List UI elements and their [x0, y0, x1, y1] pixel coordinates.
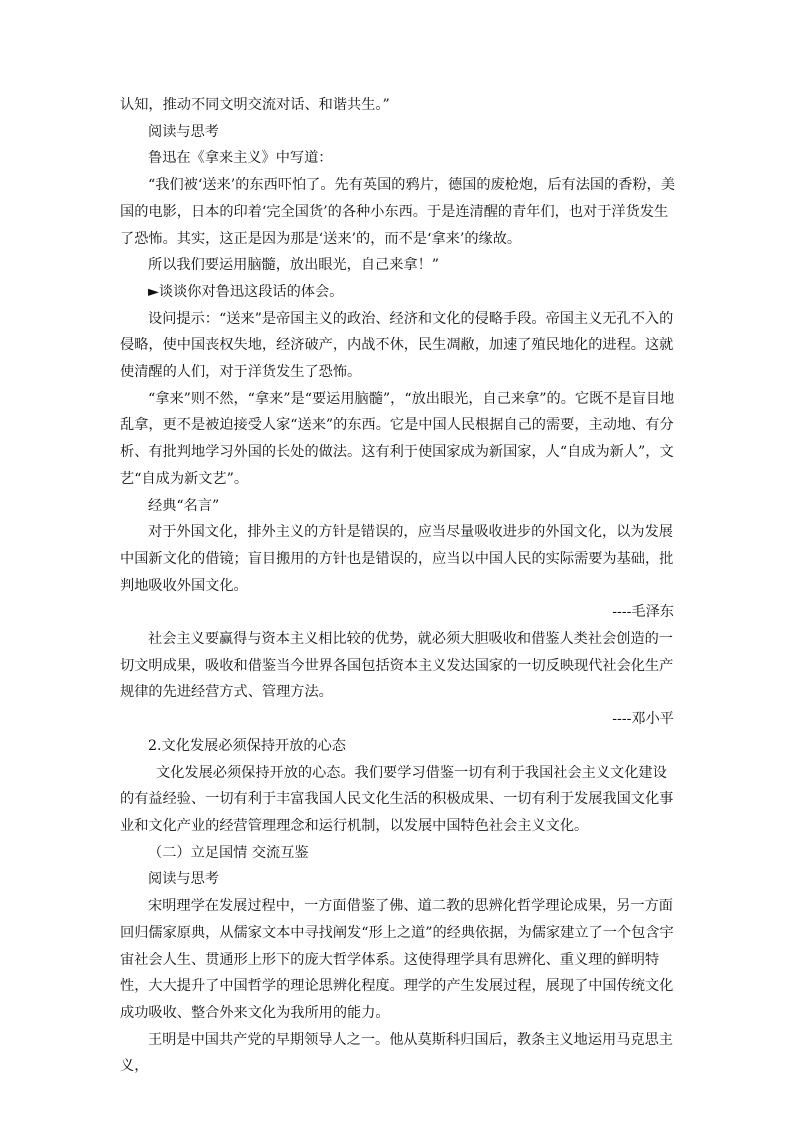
paragraph-wangming: 王明是中国共产党的早期领导人之一。他从莫斯科归国后，教条主义地运用马克思主义， [120, 1031, 673, 1075]
question-prompt: ►谈谈你对鲁迅这段话的体会。 [148, 283, 344, 300]
document-body [120, 92, 680, 1080]
paragraph-continuation: 认知，推动不同文明交流对话、和谐共生。” [120, 97, 390, 113]
section-label-quotes: 经典“名言” [148, 497, 220, 514]
section-label-reading-2: 阅读与思考 [148, 871, 219, 888]
quote-luxun-end: 所以我们要运用脑髓，放出眼光，自己来拿！” [148, 257, 440, 274]
paragraph-neo-confucianism: 宋明理学在发展过程中，一方面借鉴了佛、道二教的思辨化哲学理论成果，另一方面回归儒家原典，从儒家文本中寻找阐发“形上之道”的经典依据，为儒家建立了一个包含宇宙社会人生、贯通形上形下的庞大哲学体系。这使得理学具有思辨化、重义理的鲜明特性，大大提升了中国哲学的理论思辨化程度。理学的产生发展过程，展现了中国传统文化成功吸收、整合外来文化为我所用的能力。 [120, 898, 674, 1021]
section-label-reading: 阅读与思考 [148, 123, 219, 140]
paragraph-intro-luxun: 鲁迅在《拿来主义》中写道： [148, 150, 333, 167]
subheading-open-attitude: 2.文化发展必须保持开放的心态 [148, 737, 346, 754]
quote-luxun: “我们被‘送来’的东西吓怕了。先有英国的鸦片，德国的废枪炮，后有法国的香粉，美国的电影，日本的印着‘完全国货’的各种小东西。于是连清醒的青年们，也对于洋货发生了恐怖。其实，这正是因为那是‘送来’的，而不是‘拿来’的缘故。 [120, 177, 676, 247]
signature-mao: ----毛泽东 [612, 604, 674, 621]
quote-deng: 社会主义要赢得与资本主义相比较的优势，就必须大胆吸收和借鉴人类社会创造的一切文明成果，吸收和借鉴当今世界各国包括资本主义发达国家的一切反映现代社会化生产规律的先进经营方式、管理方法。 [120, 631, 674, 701]
hint-paragraph: 设问提示：“送来”是帝国主义的政治、经济和文化的侵略手段。帝国主义无孔不入的侵略，使中国丧权失地，经济破产，内战不休，民生凋敝，加速了殖民地化的进程。这就使清醒的人们，对于洋货发生了恐怖。 [120, 310, 674, 381]
hint-paragraph-2: “拿来”则不然，“拿来”是“要运用脑髓”，“放出眼光，自己来拿”的。它既不是盲目地乱拿，更不是被迫接受人家“送来”的东西。它是中国人民根据自己的需要，主动地、有分析、有批判地学习外国的长处的做法。这有利于使国家成为新国家，人“自成为新人”，文艺“自成为新文艺”。 [120, 390, 675, 487]
signature-deng: ----邓小平 [612, 711, 674, 728]
subheading-national-conditions: （二）立足国情 交流互鉴 [148, 844, 309, 861]
paragraph-open-attitude: 文化发展必须保持开放的心态。我们要学习借鉴一切有利于我国社会主义文化建设的有益经验、一切有利于丰富我国人民文化生活的积极成果、一切有利于发展我国文化事业和文化产业的经营管理理念和运行机制，以发展中国特色社会主义文化。 [120, 764, 674, 834]
quote-mao: 对于外国文化，排外主义的方针是错误的，应当尽量吸收进步的外国文化，以为发展中国新文化的借镜；盲目搬用的方针也是错误的，应当以中国人民的实际需要为基础，批判地吸收外国文化。 [120, 524, 674, 594]
